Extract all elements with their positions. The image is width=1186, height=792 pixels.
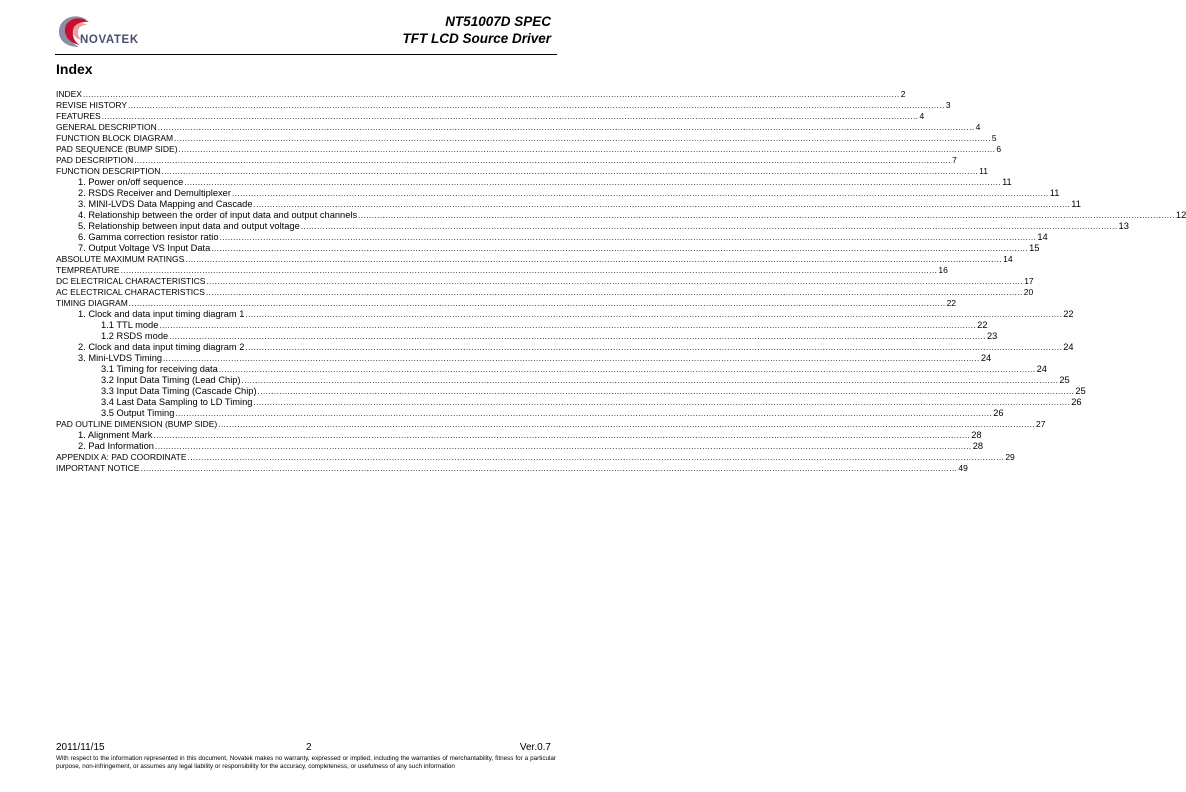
toc-entry-title: INDEX [56, 89, 82, 99]
toc-entry-page: 16 [938, 265, 948, 275]
toc-entry[interactable] [56, 452, 1015, 463]
toc-entry-page: 12 [1175, 210, 1186, 220]
toc-dot-leader: ............................................................................................................................................................................................................................................................................................................ [163, 354, 980, 363]
toc-dot-leader: ............................................................................................................................................................................................................................................................................................................ [205, 288, 1023, 297]
toc-entry-page: 29 [1005, 452, 1015, 462]
toc-entry[interactable] [56, 419, 1046, 430]
toc-entry-page: 22 [946, 298, 957, 308]
toc-entry-title: 3.1 Timing for receiving data [101, 364, 218, 374]
toc-entry[interactable] [56, 111, 925, 122]
toc-entry-page: 6 [996, 144, 1002, 154]
toc-entry-page: 20 [1023, 287, 1034, 297]
toc-entry[interactable] [56, 364, 1047, 375]
toc-entry[interactable] [56, 463, 968, 474]
toc-dot-leader: ............................................................................................................................................................................................................................................................................................................ [218, 420, 1036, 429]
toc-entry-page: 3 [945, 100, 951, 110]
toc-entry-page: 13 [1118, 221, 1129, 231]
toc-dot-leader: ............................................................................................................................................................................................................................................................................................................ [101, 112, 919, 121]
toc-entry-title: 2. Clock and data input timing diagram 2 [78, 342, 245, 352]
toc-entry[interactable] [56, 375, 1070, 386]
toc-dot-leader: ............................................................................................................................................................................................................................................................................................................ [211, 244, 1029, 253]
toc-dot-leader: ............................................................................................................................................................................................................................................................................................................ [161, 167, 979, 176]
toc-entry-title: 3.4 Last Data Sampling to LD Timing [101, 397, 253, 407]
toc-entry[interactable] [56, 430, 982, 441]
toc-entry-title: TEMPREATURE [56, 265, 120, 275]
toc-entry-page: 7 [952, 155, 957, 165]
toc-entry-title: 3.3 Input Data Timing (Cascade Chip) [101, 386, 257, 396]
toc-entry-title: GENERAL DESCRIPTION [56, 122, 157, 132]
toc-entry-title: IMPORTANT NOTICE [56, 463, 140, 473]
toc-dot-leader: ............................................................................................................................................................................................................................................................................................................ [245, 310, 1063, 319]
toc-dot-leader: ............................................................................................................................................................................................................................................................................................................ [253, 398, 1071, 407]
logo-text: NOVATEK [80, 34, 139, 46]
toc-entry[interactable] [56, 133, 997, 144]
toc-dot-leader: ............................................................................................................................................................................................................................................................................................................ [231, 189, 1049, 198]
toc-entry-title: 3. Mini-LVDS Timing [78, 353, 163, 363]
toc-entry-title: FUNCTION BLOCK DIAGRAM [56, 133, 174, 143]
toc-dot-leader: ............................................................................................................................................................................................................................................................................................................ [257, 387, 1075, 396]
toc-entry-page: 4 [919, 111, 925, 121]
toc-dot-leader: ............................................................................................................................................................................................................................................................................................................ [128, 101, 945, 110]
toc-dot-leader: ............................................................................................................................................................................................................................................................................................................ [178, 145, 996, 154]
footer-date: 2011/11/15 [56, 742, 105, 753]
toc-entry[interactable] [56, 144, 1002, 155]
toc-entry-page: 14 [1037, 232, 1048, 242]
toc-dot-leader: ............................................................................................................................................................................................................................................................................................................ [153, 431, 971, 440]
toc-entry-page: 28 [972, 441, 984, 451]
toc-entry[interactable] [56, 353, 992, 364]
toc-entry-page: 14 [1003, 254, 1013, 264]
toc-entry-title: 3.2 Input Data Timing (Lead Chip) [101, 375, 241, 385]
footer-version: Ver.0.7 [519, 742, 551, 753]
toc-entry-title: 7. Output Voltage VS Input Data [78, 243, 211, 253]
toc-entry-title: PAD DESCRIPTION [56, 155, 134, 165]
toc-dot-leader: ............................................................................................................................................................................................................................................................................................................ [175, 409, 993, 418]
toc-entry-title: 1. Alignment Mark [78, 430, 153, 440]
toc-entry-page: 23 [986, 331, 998, 341]
toc-entry[interactable] [56, 122, 981, 133]
toc-dot-leader: ............................................................................................................................................................................................................................................................................................................ [300, 222, 1118, 231]
toc-entry[interactable] [56, 177, 1012, 188]
toc-entry-page: 22 [977, 320, 988, 330]
toc-entry-page: 15 [1029, 243, 1040, 253]
toc-dot-leader: ............................................................................................................................................................................................................................................................................................................ [218, 365, 1036, 374]
toc-entry[interactable] [56, 331, 998, 342]
toc-dot-leader: ............................................................................................................................................................................................................................................................................................................ [241, 376, 1059, 385]
toc-entry-title: PAD SEQUENCE (BUMP SIDE) [56, 144, 178, 154]
toc-dot-leader: ............................................................................................................................................................................................................................................................................................................ [358, 211, 1175, 220]
toc-entry[interactable] [56, 276, 1034, 287]
toc-dot-leader: ............................................................................................................................................................................................................................................................................................................ [157, 123, 975, 132]
toc-entry-title: 2. Pad Information [78, 441, 154, 451]
toc-entry[interactable] [56, 210, 1186, 221]
toc-dot-leader: ............................................................................................................................................................................................................................................................................................................ [134, 156, 952, 165]
toc-entry-page: 2 [900, 89, 906, 99]
toc-dot-leader: ............................................................................................................................................................................................................................................................................................................ [245, 343, 1063, 352]
toc-entry-title: APPENDIX A: PAD COORDINATE [56, 452, 187, 462]
toc-dot-leader: ............................................................................................................................................................................................................................................................................................................ [154, 442, 972, 451]
toc-entry-page: 24 [1063, 342, 1074, 352]
toc-entry-page: 4 [975, 122, 981, 132]
toc-entry-title: 4. Relationship between the order of input data and output channels [78, 210, 358, 220]
toc-dot-leader: ............................................................................................................................................................................................................................................................................................................ [253, 200, 1071, 209]
toc-entry-title: 1. Power on/off sequence [78, 177, 184, 187]
toc-entry[interactable] [56, 408, 1004, 419]
toc-entry-title: TIMING DIAGRAM [56, 298, 128, 308]
toc-entry-title: 1. Clock and data input timing diagram 1 [78, 309, 245, 319]
toc-entry[interactable] [56, 287, 1034, 298]
toc-entry[interactable] [56, 309, 1074, 320]
document-title-line2: TFT LCD Source Driver [402, 31, 551, 46]
toc-dot-leader: ............................................................................................................................................................................................................................................................................................................ [128, 299, 946, 308]
toc-entry[interactable] [56, 386, 1086, 397]
toc-entry[interactable] [56, 397, 1082, 408]
document-title-line1: NT51007D SPEC [445, 14, 551, 29]
footer-disclaimer: With respect to the information represented in this document, Novatek makes no warranty, expressed or implied, including the warranties of merchantability, fitness for a particular purpose, non-infringement, or assumes any legal liability or responsibility for the accuracy, completeness, or usefulness of any such information [56, 755, 556, 771]
toc-dot-leader: ............................................................................................................................................................................................................................................................................................................ [206, 277, 1024, 286]
toc-entry[interactable] [56, 199, 1081, 210]
toc-entry-title: 6. Gamma correction resistor ratio [78, 232, 219, 242]
toc-entry[interactable] [56, 232, 1048, 243]
toc-entry-page: 24 [1036, 364, 1047, 374]
toc-entry[interactable] [56, 100, 951, 111]
toc-dot-leader: ............................................................................................................................................................................................................................................................................................................ [185, 255, 1003, 264]
toc-entry-title: 3. MINI-LVDS Data Mapping and Cascade [78, 199, 253, 209]
toc-dot-leader: ............................................................................................................................................................................................................................................................................................................ [219, 233, 1037, 242]
toc-dot-leader: ............................................................................................................................................................................................................................................................................................................ [187, 453, 1005, 462]
toc-entry-page: 49 [958, 463, 968, 473]
toc-dot-leader: ............................................................................................................................................................................................................................................................................................................ [82, 90, 900, 99]
toc-entry-title: 2. RSDS Receiver and Demultiplexer [78, 188, 231, 198]
toc-entry-page: 24 [980, 353, 992, 363]
toc-entry-title: AC ELECTRICAL CHARACTERISTICS [56, 287, 205, 297]
toc-entry-title: DC ELECTRICAL CHARACTERISTICS [56, 276, 206, 286]
toc-entry-title: 1.1 TTL mode [101, 320, 159, 330]
toc-entry-title: FUNCTION DESCRIPTION [56, 166, 161, 176]
toc-dot-leader: ............................................................................................................................................................................................................................................................................................................ [140, 464, 958, 473]
toc-entry-page: 17 [1024, 276, 1034, 286]
toc-entry-page: 22 [1063, 309, 1074, 319]
toc-entry[interactable] [56, 254, 1013, 265]
toc-dot-leader: ............................................................................................................................................................................................................................................................................................................ [184, 178, 1002, 187]
toc-entry-title: 1.2 RSDS mode [101, 331, 169, 341]
toc-entry-title: 5. Relationship between input data and output voltage [78, 221, 300, 231]
toc-entry[interactable] [56, 265, 948, 276]
toc-entry-page: 28 [971, 430, 982, 440]
toc-entry-page: 25 [1059, 375, 1070, 385]
toc-entry-page: 11 [1071, 199, 1081, 209]
toc-entry-title: 3.5 Output Timing [101, 408, 175, 418]
toc-entry[interactable] [56, 298, 957, 309]
toc-entry-title: FEATURES [56, 111, 101, 121]
toc-entry[interactable] [56, 188, 1060, 199]
toc-entry[interactable] [56, 89, 906, 100]
toc-dot-leader: ............................................................................................................................................................................................................................................................................................................ [169, 332, 986, 341]
toc-entry-page: 11 [1002, 177, 1012, 187]
toc-entry[interactable] [56, 320, 988, 331]
toc-entry-page: 25 [1075, 386, 1086, 396]
toc-entry-page: 11 [979, 166, 988, 176]
document-title [402, 13, 551, 47]
toc-entry-page: 26 [1071, 397, 1082, 407]
table-of-contents [56, 89, 1186, 474]
toc-entry-page: 27 [1036, 419, 1046, 429]
toc-entry-page: 26 [993, 408, 1004, 418]
toc-dot-leader: ............................................................................................................................................................................................................................................................................................................ [159, 321, 977, 330]
toc-entry[interactable] [56, 221, 1129, 232]
toc-entry-title: ABSOLUTE MAXIMUM RATINGS [56, 254, 185, 264]
toc-entry-title: REVISE HISTORY [56, 100, 128, 110]
toc-entry-title: PAD OUTLINE DIMENSION (BUMP SIDE) [56, 419, 218, 429]
toc-entry[interactable] [56, 243, 1040, 254]
toc-dot-leader: ............................................................................................................................................................................................................................................................................................................ [120, 266, 938, 275]
toc-entry-page: 11 [1049, 188, 1060, 198]
toc-entry[interactable] [56, 441, 984, 452]
page-title: Index [56, 61, 93, 77]
toc-entry[interactable] [56, 342, 1074, 353]
toc-entry[interactable] [56, 155, 957, 166]
footer-page-number: 2 [306, 742, 312, 753]
header-divider [55, 54, 557, 55]
toc-entry[interactable] [56, 166, 988, 177]
toc-entry-page: 5 [991, 133, 997, 143]
toc-dot-leader: ............................................................................................................................................................................................................................................................................................................ [174, 134, 991, 143]
